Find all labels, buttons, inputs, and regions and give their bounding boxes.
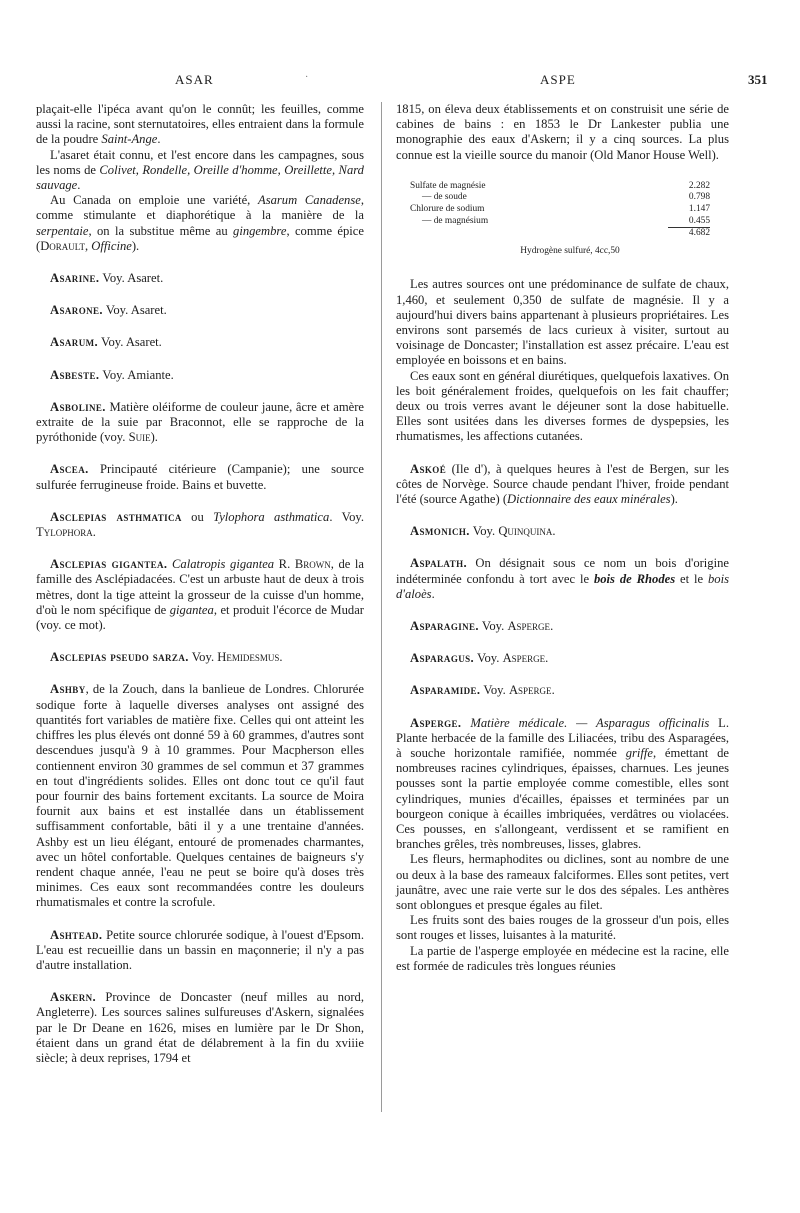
entry-ashby: Ashby, de la Zouch, dans la banlieue de Londres. Chlorurée sodique forte à laquelle diverses analyses ont assigné des quantités fort variables de matière fixe. Celles qui ont atteint les chiffres les plus élevés ont donné 59 à 60 grammes, d'autres sont descendues jusqu'à 9 à 10 grammes. Pour Macpherson elles contiennent environ 30 grammes de sel commun et 37 grammes en tout d'ingrédients solides. Elles ont donc tout ce qu'il faut pour fournir des bains fortement excitants. La source de Moira fournit aux bains et est installée dans un établissement suffisamment confortable, bâti il y a une trentaine d'années. Ashby est un lieu élégant, entouré de promenades charmantes, avec un hôtel confortable. Quelques centaines de baigneurs s'y rendent chaque année, l'eau ne peut se boire qu'à doses très minimes. Ces eaux sont recommandées contre les douleurs rhumatismales et contre la scrofule. bbox=[36, 682, 364, 910]
entry-asperge: Asperge. Matière médicale. — Asparagus officinalis L. Plante herbacée de la famille des Liliacées, tribu des Asparagées, à souche horizontale ramifiée, nommée griffe, émettant de nombreuses racines cylindriques, épaisses, charnues. Les jeunes pousses sont la partie employée comme comestible, elles sont cylindriques, munies d'écailles, épaisses et terminées par un bourgeon conique à écailles imbriquées, verdâtres ou violacées. Ces pousses, en s'allongeant, verdissent et se ramifient en branches grêles, très nombreuses, lisses, glabres. bbox=[396, 715, 729, 852]
asaret-paragraph-3: Au Canada on emploie une variété, Asarum Canadense, comme stimulante et diaphorétique à la manière de la serpentaie, on la substitue même au gingembre, comme épice (Dorault, Officine). bbox=[36, 193, 365, 253]
headword: Asarine. bbox=[50, 271, 100, 286]
entry-aspalath: Aspalath. On désignait sous ce nom un bois d'origine indéterminée confondu à tort avec le bois de Rhodes et le bois d'aloès. bbox=[396, 556, 729, 601]
headword: Ashtead. bbox=[50, 927, 103, 942]
entry-asarone: Asarone. Voy. Asaret. bbox=[50, 303, 167, 318]
headword: Askern. bbox=[50, 990, 97, 1005]
asperge-paragraph-4: La partie de l'asperge employée en médecine est la racine, elle est formée de radicules très longues réunies bbox=[396, 943, 729, 973]
page-number: 351 bbox=[748, 72, 768, 87]
composition-row: Sulfate de magnésie 2.282 bbox=[410, 180, 710, 191]
entry-asclepias-pseudo-sarza: Asclepias pseudo sarza. Voy. Hemidesmus. bbox=[50, 650, 283, 665]
composition-row: — de magnésium 0.455 bbox=[422, 215, 710, 226]
composition-row: Chlorure de sodium 1.147 bbox=[410, 204, 710, 214]
entry-asmonich: Asmonich. Voy. Quinquina. bbox=[410, 524, 556, 539]
header-left-word: ASAR bbox=[175, 72, 214, 87]
column-divider bbox=[381, 102, 382, 1112]
header-dot: · bbox=[305, 72, 309, 83]
entry-askoe: Askoé (Ile d'), à quelques heures à l'est de Bergen, sur les côtes de Norvège. Source chaude pendant l'hiver, froide pendant l'été (source Agathe) (Dictionnaire des eaux minérales). bbox=[396, 461, 729, 507]
composition-total: 4.682 bbox=[688, 228, 710, 239]
entry-ashtead: Ashtead. Petite source chlorurée sodique, à l'ouest d'Epsom. L'eau est recueillie dans un bassin en maçonnerie; il n'y a pas d'autre installation. bbox=[36, 927, 364, 972]
headword: Asparamide. bbox=[410, 683, 481, 698]
composition-table bbox=[410, 181, 710, 258]
headword: Asclepias asthmatica bbox=[50, 509, 182, 524]
entry-asparagus: Asparagus. Voy. Asperge. bbox=[410, 651, 549, 666]
composition-row: — de soude 0.798 bbox=[422, 192, 710, 203]
headword: Asclepias pseudo sarza. bbox=[50, 650, 189, 665]
headword: Ascea. bbox=[50, 462, 89, 477]
asperge-paragraph-2: Les fleurs, hermaphodites ou diclines, sont au nombre de une ou deux à la base des rameaux falciformes. Elles sont petites, vert jaunâtre, avec une raie verte sur le dos des sépales. Les anthères sont oblongues et presque égales au filet. bbox=[396, 852, 729, 913]
headword: Asparagus. bbox=[410, 651, 475, 666]
headword: Asbeste. bbox=[50, 367, 100, 382]
entry-asclepias-gigantea: Asclepias gigantea. Calatropis gigantea R. Brown, de la famille des Asclépiadacées. C'est un arbuste haut de deux à trois mètres, dont la tige atteint la grosseur de la cuisse d'un homme, d'où le nom spécifique de gigantea, et produit l'écorce de Mudar (voy. ce mot). bbox=[36, 557, 364, 633]
entry-asclepias-asthmatica: Asclepias asthmatica ou Tylophora asthmatica. Voy. Tylophora. bbox=[36, 509, 365, 540]
header-right-word: ASPE bbox=[540, 72, 576, 87]
headword: Ashby bbox=[50, 682, 86, 697]
headword: Asmonich. bbox=[410, 524, 470, 539]
entry-asboline: Asboline. Matière oléiforme de couleur jaune, âcre et amère extraite de la suie par Braconnot, elle se rapproche de la pyróthonide (voy. Suie). bbox=[36, 399, 364, 445]
askern-continuation: 1815, on éleva deux établissements et on construisit une série de cabines de bains : en 1853 le Dr Lankester publia une monographie des eaux d'Askern; il y a cinq sources. La plus connue est la vieille source du manoir (Old Manor House Well). bbox=[396, 102, 729, 162]
entry-asparamide: Asparamide. Voy. Asperge. bbox=[410, 683, 555, 698]
asaret-paragraph-2: L'asaret était connu, et l'est encore dans les campagnes, sous les noms de Colivet, Rondelle, Oreille d'homme, Oreillette, Nard sauvage. bbox=[36, 147, 364, 193]
asperge-paragraph-3: Les fruits sont des baies rouges de la grosseur d'un pois, elles sont rouges et lisses, luisantes à la maturité. bbox=[396, 913, 729, 943]
headword: Asboline. bbox=[50, 399, 106, 414]
running-header bbox=[0, 72, 800, 92]
right-column bbox=[396, 102, 729, 974]
headword: Asarum. bbox=[50, 335, 99, 350]
hydrogen-sulfide-line: Hydrogène sulfuré, 4cc,50 bbox=[520, 245, 620, 256]
entry-ascea: Ascea. Principauté citérieure (Campanie); une source sulfurée ferrugineuse froide. Bains et buvette. bbox=[36, 462, 364, 492]
left-column bbox=[36, 102, 364, 1066]
headword: Askoé bbox=[410, 461, 447, 476]
entry-asbeste: Asbeste. Voy. Amiante. bbox=[50, 367, 174, 382]
headword: Aspalath. bbox=[410, 556, 468, 571]
headword: Asclepias gigantea. bbox=[50, 557, 168, 572]
entry-asarine: Asarine. Voy. Asaret. bbox=[50, 271, 164, 286]
entry-asarum: Asarum. Voy. Asaret. bbox=[50, 335, 162, 350]
asaret-continuation: plaçait-elle l'ipéca avant qu'on le connût; les feuilles, comme aussi la racine, sont sternutatoires, elles entraient dans la formule de la poudre Saint-Ange. bbox=[36, 102, 364, 147]
entry-askern: Askern. Province de Doncaster (neuf milles au nord, Angleterre). Les sources salines sulfureuses d'Askern, signalées par le Dr Deane en 1626, mises en lumière par le Dr Shon, étaient dans un grand état de délabrement à la fin du xviiie siècle; à deux reprises, 1794 et bbox=[36, 990, 364, 1065]
entry-asparagine: Asparagine. Voy. Asperge. bbox=[410, 619, 554, 634]
headword: Asperge. bbox=[410, 715, 462, 730]
askern-paragraph-3: Ces eaux sont en général diurétiques, quelquefois laxatives. On les boit généralement froides, quelquefois on les fait chauffer; deux ou trois verres avant le déjeuner sont la dose habituelle. Elles sont usitées dans les diverses formes de dyspepsies, les rhumatismes, les affections cutanées. bbox=[396, 368, 729, 444]
headword: Asarone. bbox=[50, 303, 103, 318]
headword: Asparagine. bbox=[410, 619, 479, 634]
askern-paragraph-2: Les autres sources ont une prédominance de sulfate de chaux, 1,460, et seulement 0,350 de sulfate de magnésie. Il y a aujourd'hui divers bains appartenant à plusieurs propriétaires. Les environs sont parsemés de lacs curieux à visiter, surtout au voisinage de Doncaster; l'installation est assez précaire. L'eau est employée en boissons et en bains. bbox=[396, 277, 729, 368]
